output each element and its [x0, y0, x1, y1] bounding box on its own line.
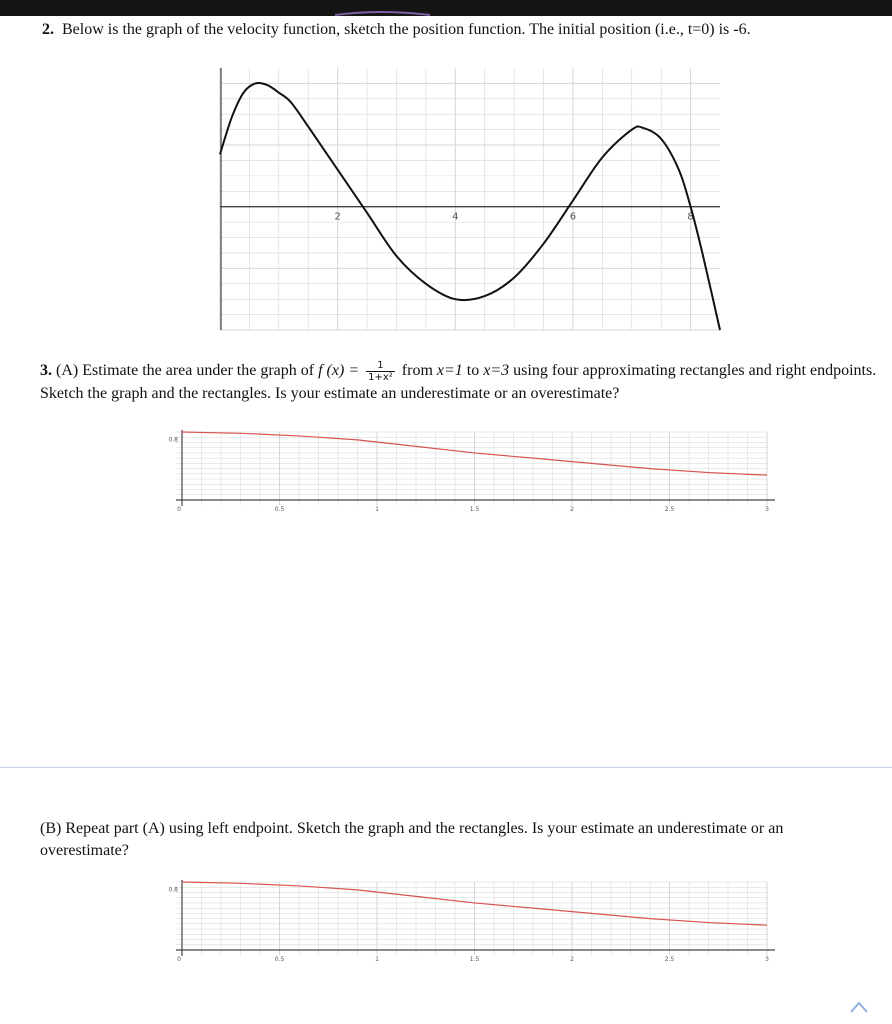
- x-tick-label: 2: [570, 956, 574, 963]
- velocity-graph: [220, 68, 720, 330]
- question-3a: [40, 360, 885, 405]
- y-tick-label: 0.8: [168, 436, 178, 444]
- viewer-toolbar: [0, 0, 892, 16]
- x-tick-label: 1.5: [469, 506, 480, 513]
- x-tick-label: 8: [687, 211, 694, 223]
- x-tick-label: 3: [765, 956, 769, 963]
- question-part-a: (A) Estimate the area under the graph of: [56, 362, 315, 380]
- lower-bound: x=1: [436, 362, 463, 380]
- x-tick-label: 2: [570, 506, 574, 513]
- upper-bound: x=3: [483, 362, 510, 380]
- f-graph-left-endpoints: [162, 878, 782, 963]
- x-tick-label: 1.5: [469, 956, 480, 963]
- x-tick-label: 0: [177, 956, 181, 963]
- function-fraction: [366, 360, 395, 383]
- f-graph-right-endpoints: [162, 428, 782, 513]
- question-number: 3.: [40, 362, 52, 380]
- from-word: from: [401, 362, 433, 380]
- x-tick-label: 4: [452, 211, 459, 223]
- x-tick-label: 0: [177, 506, 181, 513]
- question-2: [42, 19, 882, 41]
- x-tick-label: 1: [375, 506, 379, 513]
- x-tick-label: 0.5: [274, 506, 285, 513]
- to-word: to: [466, 362, 480, 380]
- x-tick-label: 6: [569, 211, 577, 223]
- x-tick-label: 2.5: [664, 956, 675, 963]
- fraction-numerator: 1: [366, 360, 395, 372]
- question-3b: [40, 818, 860, 862]
- question-rest: using four approximating rectangles and right endpoints. Sketch the graph and the rectangles. Is your estimate an underestimate or an overestimate?: [40, 362, 877, 402]
- ink-scribble: [0, 0, 892, 16]
- x-tick-label: 0.5: [274, 956, 285, 963]
- x-tick-label: 3: [765, 506, 769, 513]
- function-name: f (x) =: [318, 362, 360, 380]
- fraction-denominator: 1+x²: [368, 372, 393, 383]
- x-tick-label: 2: [334, 211, 341, 223]
- question-text: (B) Repeat part (A) using left endpoint. Sketch the graph and the rectangles. Is your estimate an underestimate or an overestimate?: [40, 820, 784, 859]
- x-tick-label: 2.5: [664, 506, 675, 513]
- x-tick-label: 1: [375, 956, 379, 963]
- question-text: Below is the graph of the velocity function, sketch the position function. The initial position (i.e., t=0) is -6.: [62, 21, 751, 38]
- y-tick-label: 0.8: [168, 886, 178, 894]
- page-divider: [0, 767, 892, 768]
- question-number: 2.: [42, 21, 54, 38]
- scroll-up-icon[interactable]: [848, 998, 870, 1016]
